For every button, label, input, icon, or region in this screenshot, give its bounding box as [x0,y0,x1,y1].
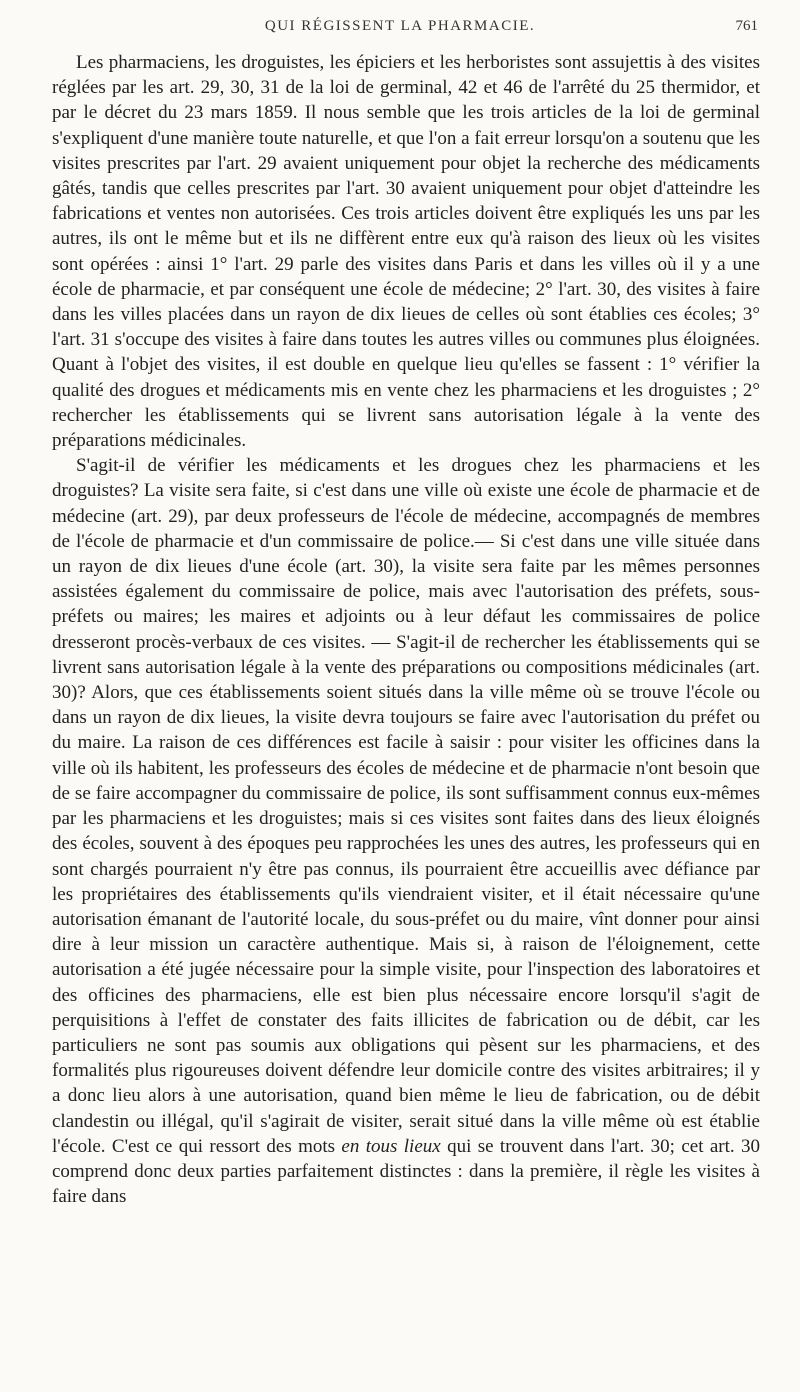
running-title: QUI RÉGISSENT LA PHARMACIE. [264,18,536,34]
paragraph-1: Les pharmaciens, les droguistes, les épiciers et les herboristes sont assujettis à des visites réglées par les art. 29, 30, 31 de la loi de germinal, 42 et 46 de l'arrêté du 25 thermidor, et par le décret du 23 mars 1859. Il nous semble que les trois articles de la loi de germinal s'expliquent d'une manière toute naturelle, et que l'on a fait erreur lorsqu'on a soutenu que les visites prescrites par l'art. 29 avaient uniquement pour objet la recherche des médicaments gâtés, tandis que celles prescrites par l'art. 30 avaient uniquement pour objet d'atteindre les fabrications et ventes non autorisées. Ces trois articles doivent être expliqués les uns par les autres, ils ont le même but et ils ne diffèrent entre eux qu'à raison des lieux où les visites sont opérées : ainsi 1° l'art. 29 parle des visites dans Paris et dans les villes où il y a une école de pharmacie, et par conséquent une école de médecine; 2° l'art. 30, des visites à faire dans les villes placées dans un rayon de dix lieues de celles où sont établies ces écoles; 3° l'art. 31 s'occupe des visites à faire dans toutes les autres villes ou communes plus éloignées. Quant à l'objet des visites, il est double en quelque lieu qu'elles se fassent : 1° vérifier la qualité des drogues et médicaments mis en vente chez les pharmaciens et les droguistes ; 2° rechercher les établissements qui se livrent sans autorisation légale à la vente des préparations médicinales. [52,52,760,452]
page-number: 761 [735,18,758,34]
body-text [52,50,760,1209]
running-header [0,18,800,42]
paragraph-2 [52,453,760,1209]
paragraph-2-text: S'agit-il de vérifier les médicaments et les drogues chez les pharmaciens et les droguistes? La visite sera faite, si c'est dans une ville où existe une école de pharmacie et de médecine (art. 29), par deux professeurs de l'école de médecine, accompagnés de membres de l'école de pharmacie et d'un commissaire de police.— Si c'est dans une ville située dans un rayon de dix lieues d'une école (art. 30), la visite sera faite par les mêmes personnes assistées également du commissaire de police, mais avec l'autorisation des préfets, sous-préfets ou maires; les maires et adjoints ou à leur défaut les commissaires de police dresseront procès-verbaux de ces visites. — S'agit-il de rechercher les établissements qui se livrent sans autorisation légale à la vente des préparations ou compositions médicinales (art. 30)? Alors, que ces établissements soient situés dans la ville même où se trouve l'école ou dans un rayon de dix lieues, la visite devra toujours se faire avec l'autorisation du préfet ou du maire. La raison de ces différences est facile à saisir : pour visiter les officines dans la ville où ils habitent, les professeurs des écoles de médecine et de pharmacie n'ont besoin que de se faire accompagner du commissaire de police, ils sont suffisamment connus eux-mêmes par les pharmaciens et les droguistes; mais si ces visites sont faites dans des lieux éloignés des écoles, souvent à des époques peu rapprochées les unes des autres, les professeurs qui en sont chargés pourraient n'y être pas connus, ils pourraient être accueillis avec défiance par les propriétaires des établissements qu'ils viendraient visiter, et il était nécessaire qu'une autorisation émanant de l'autorité locale, du sous-préfet ou du maire, vînt donner pour ainsi dire à leur mission un caractère authentique. Mais si, à raison de l'éloignement, cette autorisation a été jugée nécessaire pour la simple visite, pour l'inspection des laboratoires et des officines des pharmaciens, elle est bien plus nécessaire encore lorsqu'il s'agit de perquisitions à l'effet de constater des faits illicites de fabrication ou de débit, car les particuliers ne sont pas soumis aux obligations qui pèsent sur les pharmaciens, et des formalités plus rigoureuses doivent défendre leur domicile contre des visites arbitraires; il y a donc lieu alors à une autorisation, quand bien même le lieu de fabrication, ou de débit clandestin ou illégal, qu'il s'agirait de visiter, serait situé dans la ville même où est établie l'école. C'est ce qui ressort des mots [52,455,760,1157]
paragraph-2-continuation: qui se trouvent dans l'art. 30; cet art. 30 comprend donc deux parties parfaitement distinctes : dans la première, il règle les visites à faire dans [52,1135,761,1208]
italic-phrase: en tous lieux [341,1135,441,1157]
